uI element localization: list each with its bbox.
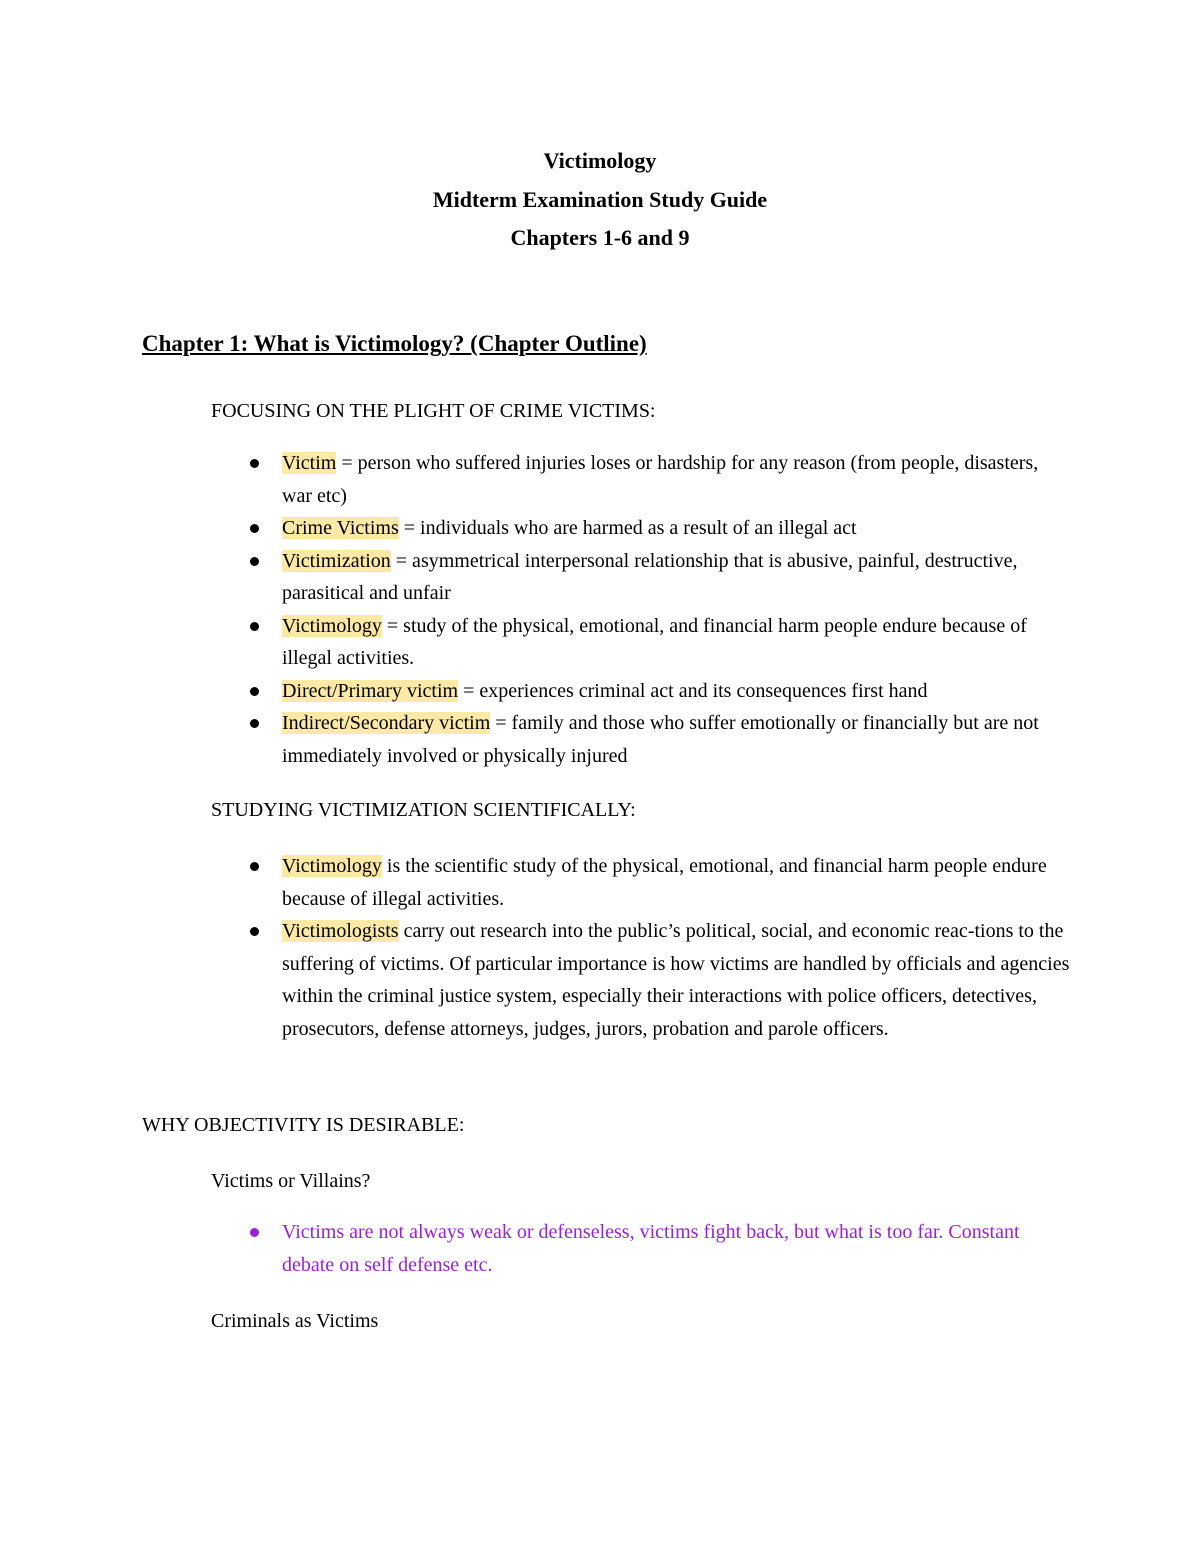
note-text: Victims are not always weak or defenseless, victims fight back, but what is too far. Constant debate on self defense etc. (282, 1221, 1020, 1276)
chapter-heading: Chapter 1: What is Victimology? (Chapter Outline) (142, 331, 647, 356)
bullet-icon (250, 719, 259, 728)
list-item (282, 675, 1072, 708)
bullet-icon (250, 1228, 259, 1237)
document-chapters: Chapters 1-6 and 9 (510, 225, 690, 250)
section-label-objectivity: WHY OBJECTIVITY IS DESIRABLE: (142, 1114, 465, 1136)
bullet-icon (250, 524, 259, 533)
bullet-icon (250, 557, 259, 566)
list-item (282, 707, 1072, 772)
list-item (282, 512, 1072, 545)
highlighted-term: Victim (282, 452, 337, 474)
list-item (282, 850, 1072, 915)
subheading-criminals-as-victims: Criminals as Victims (211, 1310, 379, 1332)
list-item (282, 915, 1072, 1045)
highlighted-term: Victimologists (282, 920, 399, 942)
highlighted-term: Victimology (282, 855, 382, 877)
bullet-icon (250, 862, 259, 871)
list-item (282, 545, 1072, 610)
highlighted-term: Crime Victims (282, 517, 399, 539)
document-subtitle: Midterm Examination Study Guide (432, 186, 768, 212)
definition-text: = individuals who are harmed as a result of an illegal act (398, 517, 857, 539)
plight-bullet-list (282, 447, 1072, 772)
list-item (282, 1216, 1072, 1281)
section-label-plight: FOCUSING ON THE PLIGHT OF CRIME VICTIMS: (211, 400, 656, 422)
scientific-bullet-list (282, 850, 1072, 1045)
objectivity-bullet-list (282, 1216, 1072, 1281)
highlighted-term: Victimization (282, 549, 391, 572)
list-item (282, 447, 1072, 512)
highlighted-term: Direct/Primary victim (282, 679, 459, 702)
definition-text: = family and those who suffer emotionally or financially but are not immediately involved or physically injured (282, 712, 1039, 767)
list-item (282, 610, 1072, 675)
definition-text: = study of the physical, emotional, and financial harm people endure because of illegal activities. (282, 614, 1027, 669)
highlighted-term: Victimology (282, 614, 382, 637)
section-label-scientific: STUDYING VICTIMIZATION SCIENTIFICALLY: (211, 799, 636, 821)
definition-text: = asymmetrical interpersonal relationship that is abusive, painful, destructive, parasitical and unfair (282, 549, 1018, 604)
document-title: Victimology (543, 148, 657, 173)
title-block (0, 142, 1200, 258)
subheading-victims-or-villains: Victims or Villains? (211, 1170, 371, 1192)
bullet-icon (250, 927, 259, 936)
bullet-icon (250, 622, 259, 631)
bullet-icon (250, 687, 259, 696)
highlighted-term: Indirect/Secondary victim (282, 712, 491, 734)
definition-text: = experiences criminal act and its consequences first hand (458, 679, 928, 702)
definition-text: = person who suffered injuries loses or hardship for any reason (from people, disasters, war etc) (282, 452, 1039, 507)
bullet-icon (250, 459, 259, 468)
definition-text: carry out research into the public’s political, social, and economic reac-tions to the suffering of victims. Of particular importance is how victims are handled by officials and agencies within the criminal justice system, especially their interactions with police officers, detectives, prosecutors, defense attorneys, judges, jurors, probation and parole officers. (282, 920, 1070, 1040)
definition-text: is the scientific study of the physical, emotional, and financial harm people endure because of illegal activities. (282, 855, 1047, 910)
